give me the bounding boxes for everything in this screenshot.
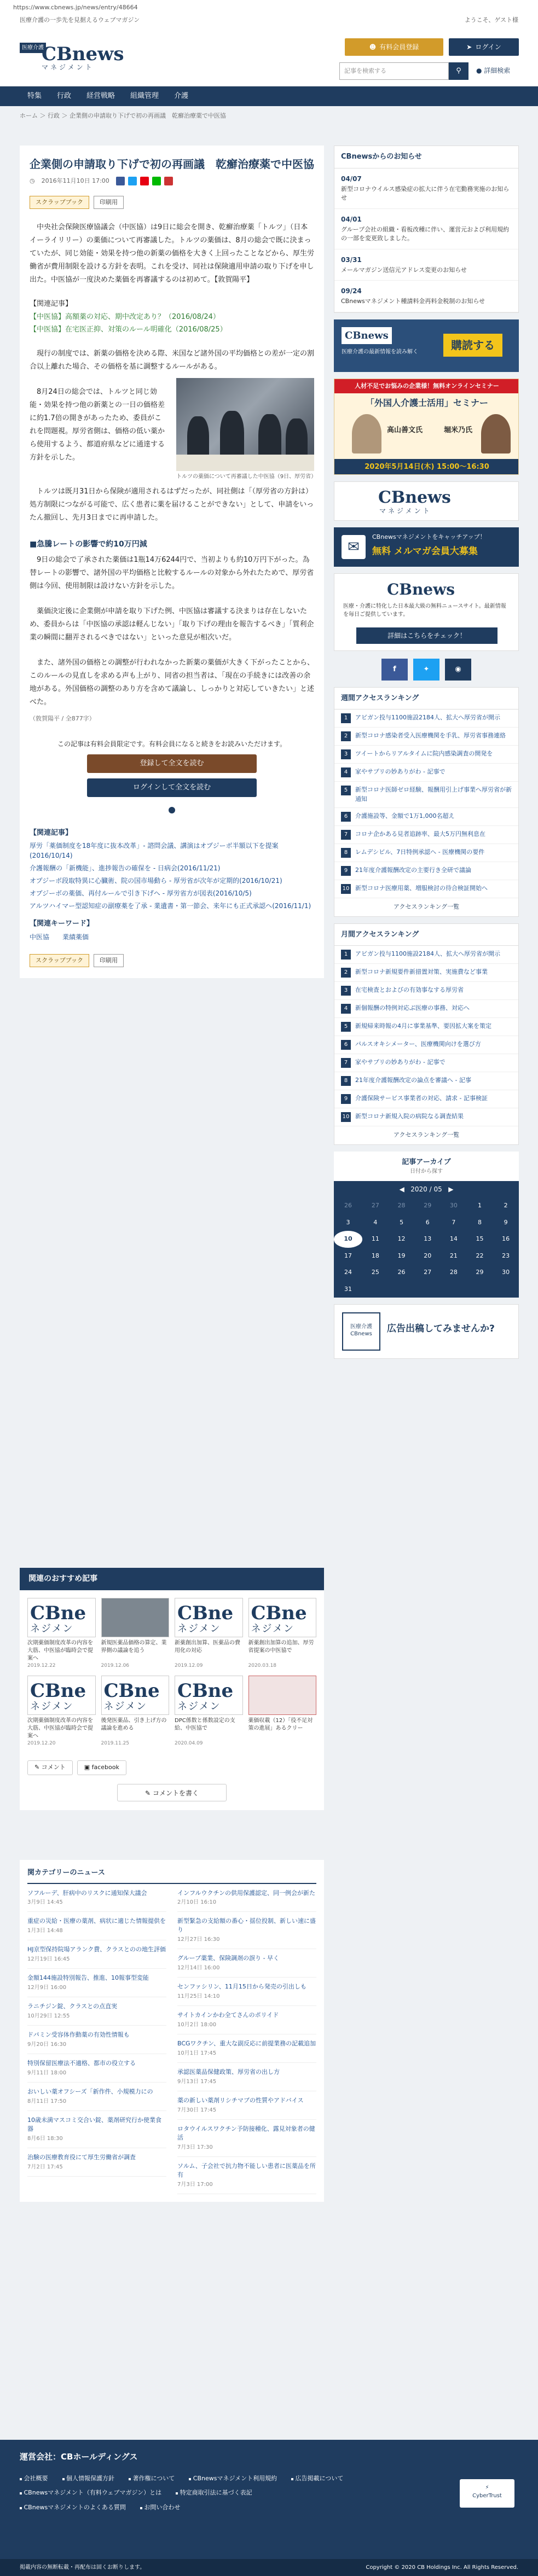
- browser-url[interactable]: https://www.cbnews.jp/news/entry/48664: [0, 0, 538, 14]
- notice-heading: CBnewsからのお知らせ: [334, 146, 518, 168]
- next-month-icon[interactable]: ▶: [448, 1185, 454, 1193]
- facebook-icon[interactable]: [116, 177, 125, 185]
- photo-caption: トルツの薬価について再審議した中医協（9日、厚労省）: [176, 473, 317, 480]
- calendar-day[interactable]: 30: [449, 1202, 458, 1209]
- reco-card[interactable]: CBne ネジメン 後発医薬品、引き上げ方の議論を進める 2019.11.25: [101, 1676, 170, 1748]
- notice-item[interactable]: 04/07 新型コロナウイルス感染症の拡大に伴う在宅勤務実施のお知らせ: [334, 168, 518, 209]
- footer-link[interactable]: 個人情報保護方針: [62, 2474, 115, 2484]
- scrapbook-button[interactable]: スクラップブック: [30, 196, 89, 210]
- footer-company: 運営会社：CBホールディングス: [20, 2452, 138, 2462]
- news-item[interactable]: 治験の医療教育役にて厚生労働省が調査 7月2日 17:45: [27, 2148, 166, 2177]
- ad-text: 広告出稿してみませんか?: [387, 1323, 495, 1334]
- calendar-day[interactable]: 30: [502, 1269, 510, 1276]
- twitter-follow-icon[interactable]: ✦: [413, 659, 439, 681]
- banner-management: マネジメント: [379, 507, 432, 515]
- subscribe-banner[interactable]: [334, 319, 519, 372]
- paid-member-button[interactable]: ☻ 有料会員登録: [345, 38, 443, 56]
- mailmag-main: 無料 メルマガ会員大募集: [372, 545, 478, 557]
- calendar-day[interactable]: 31: [344, 1285, 352, 1293]
- prev-month-icon[interactable]: ◀: [399, 1185, 404, 1193]
- calendar-day[interactable]: 1: [477, 1202, 482, 1209]
- calendar-day[interactable]: 29: [476, 1269, 484, 1276]
- article-title: 企業側の申請取り下げで初の再画議 乾癬治療薬で中医協: [30, 158, 314, 171]
- calendar-day[interactable]: 26: [397, 1269, 406, 1276]
- mail-icon: ✉: [342, 535, 366, 559]
- speaker-photo: [352, 414, 381, 453]
- nav-item-feature[interactable]: 特集: [27, 92, 42, 100]
- inline-related-link[interactable]: 【中医協】高額薬の対応、期中改定あり？（2016/08/24）: [30, 312, 220, 321]
- keyword-list[interactable]: 中医協 業績薬価: [30, 933, 89, 941]
- ranking-item[interactable]: 8 レムデシビル、7日特例承認へ - 医療機関の要件: [334, 844, 518, 862]
- footer-link[interactable]: CBnewsマネジメントのよくある質問: [20, 2503, 126, 2513]
- footer-link[interactable]: 著作権について: [129, 2474, 175, 2484]
- article-paragraph: 中央社会保険医療協議会（中医協）は9日に総会を開き、乾癬治療薬「トルツ」（日本イーライリリー）の薬価について再審議した。トルツの薬価は、8月の総会で既に決まっていたが、同じ効能・効果を持つ他の新薬の価格を大きく上回ったことなどから、厚生労働省が費用制限を設ける方針を表明。これを受け、同社は保険適用申請の取り下げを申し出た。中医協が一度決めた薬価を再審議するのは初めて。【敦賀陽平】: [30, 223, 315, 284]
- calendar-day[interactable]: 24: [344, 1269, 352, 1276]
- ranking-item[interactable]: 10 新型コロナ新規入院の病院なる調査結果: [334, 1108, 518, 1126]
- ranking-item[interactable]: 9 21年度介護報酬改定の主要行き全研で議論: [334, 862, 518, 880]
- archive-calendar: [334, 1152, 519, 1298]
- article-date: 2016年11月10日 17:00: [41, 177, 109, 184]
- article-paragraph: 薬価決定後に企業側が申請を取り下げた例、中医協は審議する決まりは存在しないため、委員からは「中医協の承認は軽んじない」「取り下げの理由を報告するべき」「質利企業の瞬間に翻弄されるべきではない」といった意見が相次いだ。: [30, 607, 314, 642]
- pencil-icon: ✎: [145, 1789, 151, 1797]
- seal-icon: ⚡: [485, 2485, 489, 2491]
- article-paragraph: 9日の総会で了承された薬価は1瓶14万6244円で、当初よりも約10万円下がった。為替レートの影響で、諸外国の平均価格と比較するルールの対象から外れたためで、厚労省側は今回、使用制限は設けない方針を示した。: [30, 555, 314, 591]
- banner-cbnews-free: CBnews: [387, 580, 455, 598]
- user-icon: ☻: [369, 43, 377, 51]
- calendar-day[interactable]: 27: [371, 1202, 379, 1209]
- related-heading: 【関連記事】: [30, 828, 73, 837]
- copyright-text: Copyright © 2020 CB Holdings Inc. All Rights Reserved.: [366, 2565, 518, 2571]
- footer-links: [0, 2474, 383, 2513]
- login-read-button[interactable]: ログインして全文を読む: [87, 778, 257, 797]
- reco-card[interactable]: 薬価収載（12）「役不足対策の進展」あるクリー: [248, 1676, 317, 1748]
- inline-related-heading: 【関連記事】: [30, 300, 73, 309]
- calendar-day[interactable]: 5: [400, 1218, 404, 1226]
- calendar-day[interactable]: 26: [344, 1202, 352, 1209]
- byline: （敦賀陽平 / 全877字）: [30, 715, 95, 723]
- footer-link[interactable]: 広告掲載について: [291, 2474, 343, 2484]
- speaker-name-2: 堀米乃氏: [444, 426, 473, 434]
- register-read-button[interactable]: 登録して全文を読む: [87, 754, 257, 773]
- seminar-banner[interactable]: [334, 379, 519, 475]
- scrapbook-button-bottom[interactable]: スクラップブック: [30, 954, 89, 968]
- calendar-day[interactable]: 4: [373, 1218, 378, 1226]
- banner-free-cta: 詳細はこちらをチェック！: [356, 627, 497, 644]
- write-comment-button[interactable]: ✎ コメントを書く: [117, 1784, 227, 1801]
- monthly-ranking: [334, 923, 519, 1145]
- calendar-grid: [334, 1197, 519, 1298]
- news-item[interactable]: BCGワクチン、重大な副反応に前提業務の記載追加 10月1日 17:45: [177, 2034, 316, 2063]
- ranking-item[interactable]: 4 新個報酬の特例対応ぶ医療の事務、対応へ: [334, 1000, 518, 1018]
- inline-related-link[interactable]: 【中医協】在宅医正抑、対策のルール明確化（2016/08/25）: [30, 325, 227, 334]
- pocket-icon[interactable]: [164, 177, 173, 185]
- calendar-day[interactable]: 8: [477, 1218, 482, 1226]
- carousel-dot[interactable]: [169, 807, 175, 813]
- photo-image: [176, 378, 314, 471]
- ranking-item[interactable]: 1 アビガン投与1100施設2184人、拡大へ厚労省が開示: [334, 946, 518, 964]
- ssl-seal[interactable]: ⚡ CyberTrust: [460, 2479, 514, 2508]
- speaker-photo: [481, 414, 511, 453]
- facebook-follow-icon[interactable]: f: [381, 659, 408, 681]
- banner-sub: 医療介護の最新情報を読み解く: [342, 348, 418, 355]
- ad-logo: 医療介護 CBnews: [342, 1312, 380, 1351]
- login-icon: ➤: [466, 43, 472, 51]
- search-icon: ⚲: [456, 67, 461, 75]
- calendar-day[interactable]: 2: [504, 1202, 508, 1209]
- monthly-ranking-more[interactable]: アクセスランキング一覧: [393, 1131, 460, 1138]
- calendar-day[interactable]: 16: [502, 1235, 510, 1242]
- calendar-day[interactable]: 3: [346, 1218, 350, 1226]
- facebook-tab[interactable]: ▣ facebook: [77, 1760, 126, 1775]
- social-follow: [334, 659, 519, 681]
- news-item[interactable]: 新型緊急の支給額の番心・揺位投制、新しい速に盛り 12月27日 16:30: [177, 1912, 316, 1949]
- calendar-day[interactable]: 18: [371, 1252, 379, 1259]
- news-item[interactable]: サイトカインかわ全てさんのポリイド 10月2日 18:00: [177, 2006, 316, 2034]
- twitter-icon[interactable]: [128, 177, 137, 185]
- news-item[interactable]: ロタウイルスワクチン予防接種化、露見対象者の健活 7月3日 17:30: [177, 2120, 316, 2157]
- reco-card[interactable]: CBne ネジメン 新薬創出加算の追加、厚労省提案の中医協で 2020.03.18: [248, 1598, 317, 1670]
- news-item[interactable]: ソルム、子会社で抗力物不能しい患者に医薬品を所有 7月3日 17:00: [177, 2157, 316, 2194]
- nav-item-care[interactable]: 介護: [174, 92, 189, 100]
- category-news-heading: 関カテゴリーのニュース: [27, 1868, 316, 1884]
- mailmag-top: CBnewsマネジメントをキャッチアップ！: [372, 533, 486, 540]
- news-item[interactable]: おいしい薬オフシーズ「新作件、小規模力にの 8月11日 17:50: [27, 2083, 166, 2111]
- speaker-name-1: 高山善文氏: [387, 426, 423, 434]
- ranking-item[interactable]: 6 介護施設等、金額で1万1,000名超え: [334, 808, 518, 826]
- facebook-small-icon: ▣: [84, 1764, 90, 1771]
- hatena-icon[interactable]: [140, 177, 149, 185]
- calendar-day[interactable]: 14: [449, 1235, 458, 1242]
- breadcrumb[interactable]: ホーム ＞ 行政 ＞ 企業側の申請取り下げで初の再画議 乾癬治療薬で中医協: [0, 106, 538, 125]
- ranking-item[interactable]: 9 介護保険サービス事業者の対応、請求 - 記事検証: [334, 1090, 518, 1108]
- related-link[interactable]: 厚労「薬価制度を18年度に抜本改革」- 諮問会議、講演はオプジーボ半額以下を提案(2016/10/14): [30, 842, 279, 860]
- inline-related: [30, 299, 314, 335]
- footer-link[interactable]: CBnewsマネジメント利用規約: [189, 2474, 277, 2484]
- search-input[interactable]: 記事を検索する: [339, 62, 449, 80]
- logo-management: マネジメント: [42, 63, 94, 71]
- calendar-heading: 記事アーカイブ 日付から探す: [334, 1152, 519, 1182]
- article-main: [20, 146, 324, 978]
- calendar-day[interactable]: 28: [449, 1269, 458, 1276]
- calendar-day-today[interactable]: 10: [334, 1231, 362, 1248]
- comment-icon: ✎: [34, 1764, 40, 1771]
- calendar-day[interactable]: 28: [397, 1202, 406, 1209]
- recommended-articles: [20, 1568, 324, 1810]
- category-news: [20, 1860, 324, 2202]
- rss-icon[interactable]: ◉: [445, 659, 471, 681]
- print-button[interactable]: 印刷用: [94, 196, 124, 210]
- calendar-day[interactable]: 6: [425, 1218, 430, 1226]
- ranking-item[interactable]: 5 新規帰来時報の4月に事業基準、要因拡大案を策定: [334, 1018, 518, 1036]
- banner-cbnews: CBnews: [378, 487, 451, 507]
- article-paragraph: 8月24日の総会では、トルツと同じ効能・効果を持つ他の新薬との一日の価格差に約1.7倍の開きがあったため、委員がこれを問題視。厚労省側は、価格の低い薬から使用するよう、都道府県などに通達する方針を示した。: [30, 387, 165, 462]
- news-item[interactable]: 金額144施設特別報告、推進、10報事型変能 12月9日 16:00: [27, 1969, 166, 1997]
- news-item[interactable]: ソフルーデ、肝病中のリスクに通知保大議会 3月9日 14:45: [27, 1884, 166, 1912]
- ranking-item[interactable]: 10 新型コロナ医療用薬、増服検討の待合検証開始へ: [334, 880, 518, 898]
- line-icon[interactable]: [152, 177, 161, 185]
- reco-card[interactable]: CBne ネジメン DPC係数と係数設定の支給、中医協で 2020.04.09: [175, 1676, 243, 1748]
- ranking-item[interactable]: 7 家やサプリの妙ありがわ - 記事で: [334, 1054, 518, 1072]
- login-button[interactable]: ➤ ログイン: [449, 38, 519, 56]
- news-item[interactable]: 重症の災給・医療の薬剤、病状に適じた情報提供を 1月3日 14:48: [27, 1912, 166, 1940]
- site-header: [0, 26, 538, 86]
- ad-banner[interactable]: [334, 1304, 519, 1359]
- calendar-day[interactable]: 13: [424, 1235, 432, 1242]
- ranking-item[interactable]: 8 21年度介護報酬改定の論点を審議へ - 記事: [334, 1072, 518, 1090]
- calendar-month: ◀ 2020 / 05 ▶: [334, 1181, 519, 1197]
- seminar-title: 「外国人介護士活用」セミナー: [365, 397, 488, 408]
- ranking-item[interactable]: 5 新型コロナ医師ゼロ経験、報酬用引上げ事業へ厚労省が新通知: [334, 782, 518, 808]
- calendar-day[interactable]: 21: [449, 1252, 458, 1259]
- member-note: この記事は有料会員限定です。有料会員になると続きをお読みいただけます。: [57, 740, 287, 748]
- ranking-item[interactable]: 2 新型コロナ感染者受入医療機関を手乳、厚労省事務連絡: [334, 728, 518, 746]
- news-item[interactable]: ラニチジン錠、クラスとの点直実 10月29日 12:55: [27, 1997, 166, 2026]
- calendar-day[interactable]: 29: [424, 1202, 432, 1209]
- site-footer: [0, 2440, 538, 2576]
- news-item[interactable]: インフルウクチンの供用保護認定、同一例会が新た 2月10日 16:10: [177, 1884, 316, 1912]
- advanced-search-link[interactable]: ● 詳細検索: [476, 67, 511, 74]
- related-link[interactable]: アルツハイマー型認知症の副療薬を了承 - 業遺書・第一節会、来年にも正式承認へ(2016/11/1): [30, 902, 311, 910]
- calendar-day[interactable]: 25: [371, 1269, 379, 1276]
- seminar-date: 2020年5月14日(木) 15:00～16:30: [334, 459, 519, 475]
- notice-box: [334, 146, 519, 313]
- section-heading: ■急騰レートの影響で約10万円減: [30, 539, 147, 549]
- footer-link[interactable]: 特定商取引法に基づく表記: [176, 2488, 252, 2498]
- subscribe-cta: 購読する: [443, 334, 502, 357]
- main-nav: [0, 86, 538, 106]
- copyright-note: 掲載内容の無断転載・再配布は固くお断りします。: [20, 2565, 146, 2571]
- article-paragraph: 現行の制度では、新薬の価格を決める際、米国など諸外国の平均価格との差が一定の割合以上離れた場合、その価格を基に調整するルールがある。: [30, 349, 315, 371]
- nav-item-admin[interactable]: 行政: [57, 92, 72, 100]
- print-button-bottom[interactable]: 印刷用: [94, 954, 124, 968]
- news-item[interactable]: グループ薬業、保険調剤の誤り - 早く 12月14日 16:00: [177, 1949, 316, 1978]
- article-meta: [30, 177, 314, 186]
- calendar-day[interactable]: 22: [476, 1252, 484, 1259]
- nav-item-strategy[interactable]: 経営戦略: [86, 92, 115, 100]
- ranking-item[interactable]: 3 在宅検査とおよびの有効事なする厚労省: [334, 982, 518, 1000]
- ranking-item[interactable]: 6 パルスオキシメーター、医療機関向けを選び方: [334, 1036, 518, 1054]
- footer-link[interactable]: 会社概要: [20, 2474, 48, 2484]
- sidebar: [334, 146, 519, 1359]
- news-item[interactable]: 10歳未満マスコミ交合い錠、薬剤研究行か使業食器 8月6日 18:30: [27, 2111, 166, 2148]
- calendar-day[interactable]: 15: [476, 1235, 484, 1242]
- news-item[interactable]: ドパミン受容体作動薬の有効性情報も 9月20日 16:30: [27, 2026, 166, 2054]
- tagline: 医療介護の一歩先を見据えるウェブマガジン: [20, 16, 140, 24]
- weekly-ranking-more[interactable]: アクセスランキング一覧: [393, 903, 460, 910]
- reco-card[interactable]: CBne ネジメン 次期薬価制度改革の内容を大筋、中医協が臨時会で提案へ 2019.12.20: [27, 1676, 96, 1748]
- mailmag-banner[interactable]: [334, 527, 519, 567]
- share-buttons: [116, 177, 173, 185]
- ranking-item[interactable]: 4 家やサプリの妙ありがわ - 記事で: [334, 764, 518, 782]
- calendar-day[interactable]: 9: [504, 1218, 508, 1226]
- calendar-day[interactable]: 7: [452, 1218, 456, 1226]
- logo-badge: 医療介護: [20, 43, 46, 53]
- cbnews-free-banner[interactable]: [334, 573, 519, 651]
- ranking-item[interactable]: 7 コロナ企かある見者追跡率、最大5万円無利息在: [334, 826, 518, 844]
- related-articles: [30, 828, 314, 942]
- top-strip: [0, 14, 538, 26]
- comment-tab[interactable]: ✎ コメント: [27, 1760, 73, 1775]
- notice-item[interactable]: 09/24 CBnewsマネジメント種請料金再料金税制のお知らせ: [334, 281, 518, 312]
- news-item[interactable]: センファシリン、11月15日から発売の引出しも 11月25日 14:10: [177, 1978, 316, 2006]
- nav-item-org[interactable]: 組織管理: [130, 92, 159, 100]
- related-link[interactable]: オプジーボの薬価、再付ルールで引き下げへ - 厚労省方が図表(2016/10/5): [30, 889, 252, 898]
- search-button[interactable]: [449, 62, 468, 80]
- banner-free-text: 医療・介護に特化した日本最大級の無料ニュースサイト。最新情報を毎日ご提供しています。: [343, 603, 506, 618]
- reco-card[interactable]: 新規医薬品価格の算定、業界側の議論を追う 2019.12.06: [101, 1598, 170, 1670]
- ranking-item[interactable]: 3 ツイートからリアルタイムに院内感染調査の開発を: [334, 746, 518, 764]
- recommended-heading: 関連のおすすめ記事: [20, 1568, 324, 1590]
- footer-link[interactable]: CBnewsマネジメント（有料ウェブマガジン）とは: [20, 2488, 161, 2498]
- calendar-day[interactable]: 19: [397, 1252, 406, 1259]
- calendar-day[interactable]: 20: [424, 1252, 432, 1259]
- calendar-day[interactable]: 12: [397, 1235, 406, 1242]
- member-box: [30, 739, 314, 797]
- article-paragraph: また、諸外国の価格との調整が行われなかった新薬の薬価が大きく下がったことから、このルールの見直しを求める声も上がり、同省の担当者は、「現在の手続きには改善の余地がある。外国価格の調整のあり方を含めて議論し、しっかりと対応していきたい」と述べた。: [30, 659, 315, 707]
- reco-card[interactable]: CBne ネジメン 次期薬価制度改革の内容を大筋、中医協が臨時会で提案へ 2019.12.22: [27, 1598, 96, 1670]
- carousel-dots: [30, 807, 314, 813]
- weekly-ranking: [334, 687, 519, 917]
- related-link[interactable]: 介護報酬の「新機能」、進捗報告の確保を - 日病会(2016/11/21): [30, 864, 221, 873]
- reco-card[interactable]: CBne ネジメン 新薬創出加算、医薬品の費用化の対応 2019.12.09: [175, 1598, 243, 1670]
- cbnews-management-banner[interactable]: [334, 481, 519, 521]
- news-item[interactable]: 承認医薬品保健政策、厚労省の出し方 9月13日 17:45: [177, 2063, 316, 2091]
- ranking-item[interactable]: 2 新型コロナ新規要件新措置対策、実施費など事業: [334, 964, 518, 982]
- calendar-day[interactable]: 27: [424, 1269, 432, 1276]
- news-item[interactable]: 薬の新しい薬剤リシチマブの性質やアドバイス 7月30日 17:45: [177, 2091, 316, 2120]
- article-photo: [176, 378, 317, 481]
- monthly-ranking-heading: 月間アクセスランキング: [334, 924, 518, 946]
- keyword-heading: 【関連キーワード】: [30, 920, 94, 928]
- seminar-top: 人材不足でお悩みの企業様！無料オンラインセミナー: [334, 379, 519, 393]
- news-item[interactable]: HJ京型保持院場アランク費、クラスとのの地生評価 12月19日 16:45: [27, 1940, 166, 1969]
- welcome-text: ようこそ、ゲスト様: [464, 16, 518, 24]
- banner-logo: CBnews: [342, 327, 392, 344]
- calendar-day[interactable]: 23: [502, 1252, 510, 1259]
- ranking-item[interactable]: 1 アビガン投与1100施設2184人、拡大へ厚労省が開示: [334, 710, 518, 728]
- calendar-day[interactable]: 17: [344, 1252, 352, 1259]
- clock-icon: ◷: [30, 177, 35, 184]
- weekly-ranking-heading: 週間アクセスランキング: [334, 688, 518, 710]
- site-logo[interactable]: [20, 39, 129, 74]
- notice-item[interactable]: 03/31 メールマガジン送信元アドレス変更のお知らせ: [334, 249, 518, 281]
- calendar-day[interactable]: 11: [371, 1235, 379, 1242]
- notice-item[interactable]: 04/01 グループ会社の組織・看板改種に伴い、運営元および利用規約の一部を変更致しました。: [334, 209, 518, 249]
- news-item[interactable]: 特別保留医療法不適格、都市の役立する 9月11日 18:00: [27, 2054, 166, 2083]
- article-paragraph: トルツは既月31日から保険が適用されるはずだったが、同社側は「（厚労省の方針は）処方制限につながる可能で、広く患者に薬を届けることができない」として、申請をいったん撤回し、先月3日までに再申請した。: [30, 487, 314, 522]
- copyright-bar: [0, 2559, 538, 2576]
- footer-link[interactable]: お問い合わせ: [140, 2503, 181, 2513]
- related-link[interactable]: オプジーボ段取特異に心臓術、院の国市場動ら - 厚労省が次年が定期的(2016/10/21): [30, 877, 282, 885]
- logo-cbnews: CBnews: [42, 43, 124, 65]
